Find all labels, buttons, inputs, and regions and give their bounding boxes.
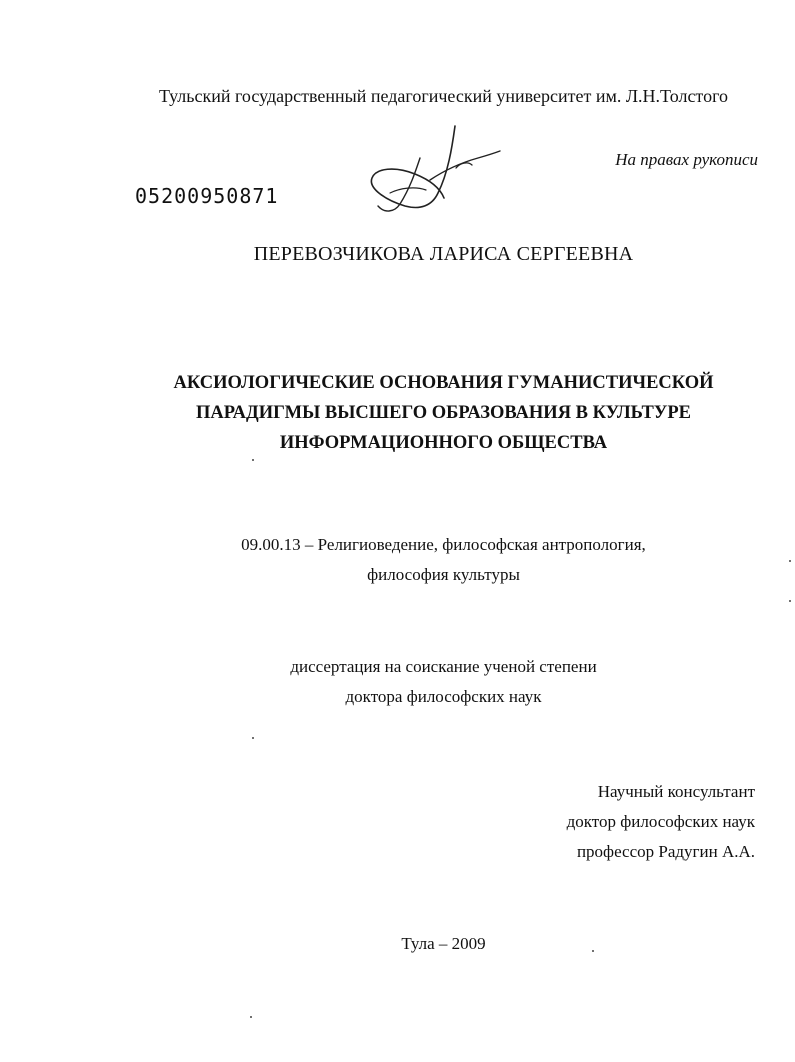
degree-line: диссертация на соискание ученой степени <box>290 657 597 676</box>
scan-speck <box>252 459 254 461</box>
scan-speck <box>592 950 594 952</box>
title-line: ИНФОРМАЦИОННОГО ОБЩЕСТВА <box>279 433 608 453</box>
degree-block <box>0 652 795 712</box>
scan-speck <box>252 737 254 739</box>
consultant-degree: доктор философских наук <box>566 812 755 831</box>
title-line: ПАРАДИГМЫ ВЫСШЕГО ОБРАЗОВАНИЯ В КУЛЬТУРЕ <box>195 403 692 423</box>
consultant-name: профессор Радугин А.А. <box>576 842 755 861</box>
manuscript-rights: На правах рукописи <box>615 150 758 169</box>
author-name: ПЕРЕВОЗЧИКОВА ЛАРИСА СЕРГЕЕВНА <box>253 243 634 265</box>
document-number: 05200950871 <box>135 184 279 208</box>
scan-speck <box>789 600 791 602</box>
title-line: АКСИОЛОГИЧЕСКИЕ ОСНОВАНИЯ ГУМАНИСТИЧЕСКОЙ <box>173 373 714 393</box>
university-name: Тульский государственный педагогический университет им. Л.Н.Толстого <box>158 86 728 106</box>
dissertation-title <box>0 368 795 458</box>
scan-speck <box>250 1016 252 1018</box>
degree-line: доктора философских наук <box>345 687 542 706</box>
consultant-block <box>567 777 755 867</box>
signature-image <box>360 118 510 218</box>
specialty-line: философия культуры <box>367 565 520 584</box>
specialty-block <box>0 530 795 590</box>
scan-speck <box>789 560 791 562</box>
consultant-label: Научный консультант <box>597 782 755 801</box>
city-year: Тула – 2009 <box>401 934 486 953</box>
specialty-line: 09.00.13 – Религиоведение, философская антропология, <box>241 535 646 554</box>
